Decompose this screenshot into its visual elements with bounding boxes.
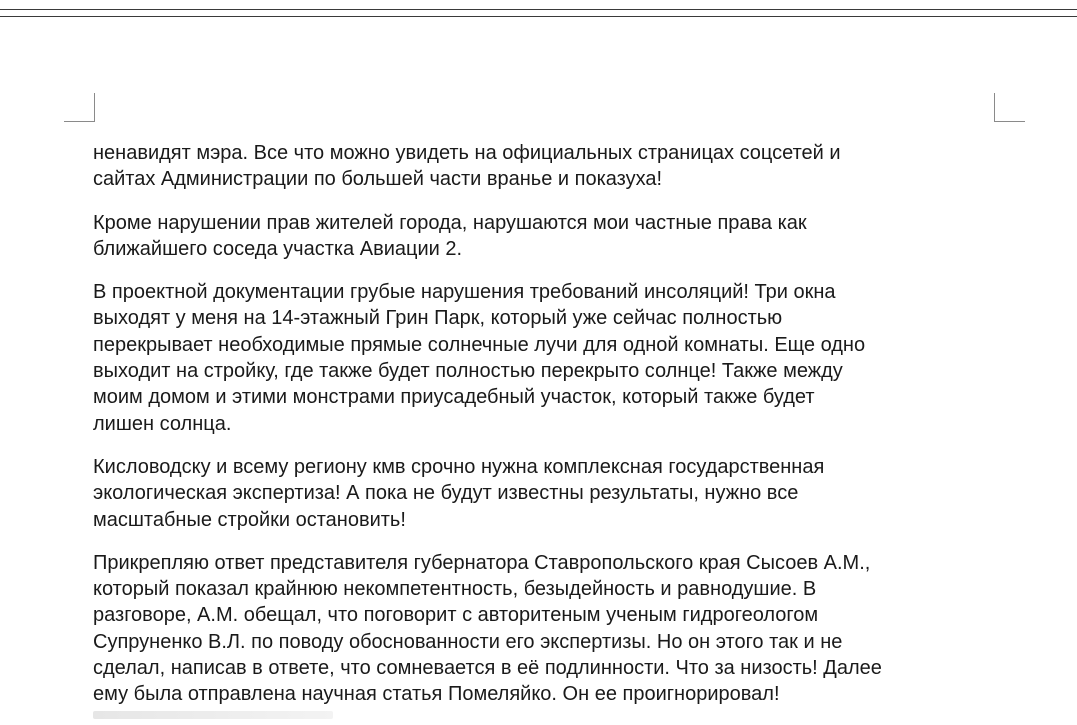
paragraph [93, 454, 993, 533]
text-line: ненавидят мэра. Все что можно увидеть на официальных страницах соцсетей и [93, 142, 841, 164]
page-top-border-line-inner [0, 16, 1077, 17]
text-line: моим домом и этими монстрами приусадебный участок, который также будет [93, 386, 815, 409]
paragraph [93, 550, 993, 708]
text-line: лишен солнца. [93, 412, 232, 435]
text-line: Супруненко В.Л. по поводу обоснованности его экспертизы. Но он этого так и не [93, 630, 843, 653]
text-line: выходят у меня на 14-этажный Грин Парк, который уже сейчас полностью [93, 307, 783, 330]
text-line: В проектной документации грубые нарушения требований инсоляций! Три окна [93, 281, 836, 304]
text-line: Прикрепляю ответ представителя губернатора Ставропольского края Сысоев А.М., [93, 551, 871, 574]
cut-off-text-line [93, 711, 333, 719]
text-line: выходит на стройку, где также будет полностью перекрыто солнце! Также между [93, 360, 843, 383]
text-line: разговоре, А.М. обещал, что поговорит с авторитеным ученым гидрогеологом [93, 604, 819, 627]
left-margin-crop-mark [64, 93, 95, 122]
document-body[interactable] [93, 140, 993, 725]
page-top-border-line [0, 9, 1077, 10]
text-line: экологическая экспертиза! А пока не будут известны результаты, нужно все [93, 482, 799, 505]
text-line: ближайшего соседа участка Авиации 2. [93, 237, 463, 260]
text-line: Кисловодску и всему региону кмв срочно нужна комплексная государственная [93, 455, 825, 478]
text-line: Кроме нарушении прав жителей города, нарушаются мои частные права как [93, 211, 807, 234]
paragraph [93, 210, 993, 263]
text-line: сайтах Администрации по большей части вранье и показуха! [93, 168, 663, 191]
right-margin-crop-mark [994, 93, 1025, 122]
paragraph [93, 279, 993, 437]
text-line: масштабные стройки остановить! [93, 508, 406, 531]
text-line: который показал крайнюю некомпетентность, безыдейность и равнодушие. В [93, 578, 817, 601]
text-line: сделал, написав в ответе, что сомневается в её подлинности. Что за низость! Далее [93, 657, 882, 680]
text-line: перекрывает необходимые прямые солнечные лучи для одной комнаты. Еще одно [93, 333, 866, 356]
paragraph [93, 140, 993, 193]
text-line: ему была отправлена научная статья Помеляйко. Он ее проигнорировал! [93, 683, 780, 706]
